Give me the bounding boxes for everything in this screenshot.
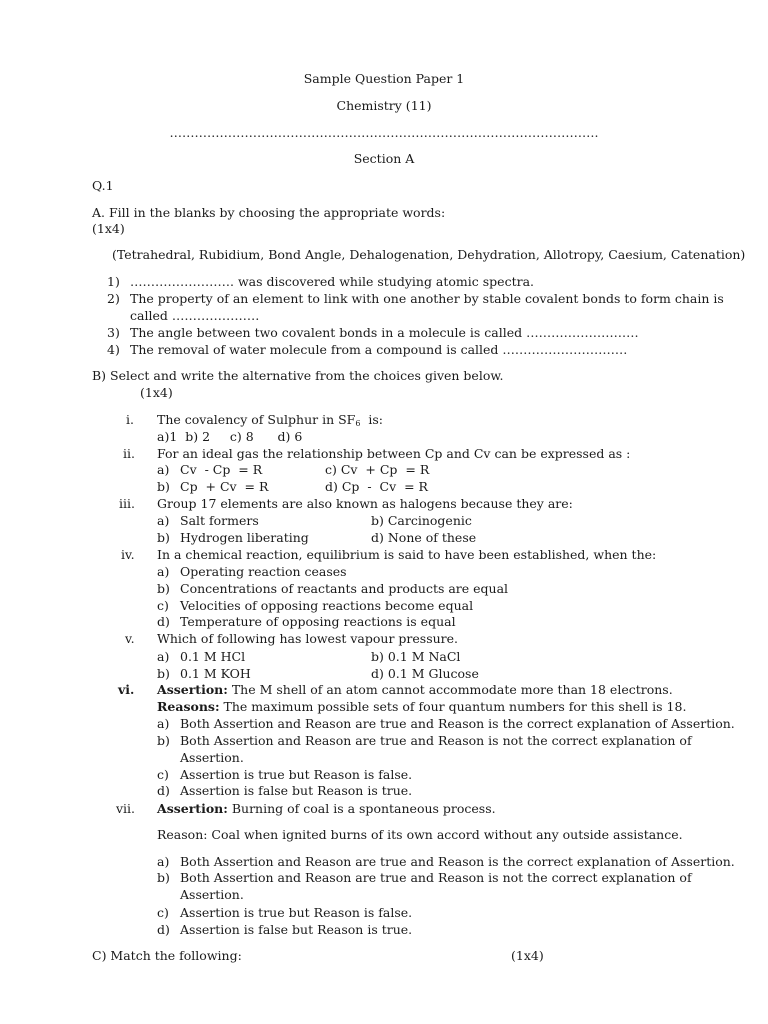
option-text: d) None of these [371,530,477,545]
option-text: Temperature of opposing reactions is equal [180,614,456,629]
reason-text: Reason: Coal when ignited burns of its own accord without any outside assistance. [157,827,683,842]
mcq-question: Which of following has lowest vapour pressure. [157,631,459,646]
subject-title: Chemistry (11) [336,98,432,113]
mcq-number: iv. [121,547,135,562]
part-c-title: C) Match the following: [92,948,242,963]
fill-blank-text-continued: called ………………… [130,308,260,323]
part-a-marks: (1x4) [92,221,125,236]
option-label: a) [157,854,170,869]
part-b-title: B) Select and write the alternative from the choices given below. [92,368,504,383]
mcq-question: For an ideal gas the relationship between Cp and Cv can be expressed as : [157,446,631,461]
mcq-number: i. [126,412,134,427]
option-text: Both Assertion and Reason are true and Reason is not the correct explanation of [180,733,692,748]
option-text: Cv - Cp = R [180,462,263,477]
option-label: a) [157,564,170,579]
option-text: b) Carcinogenic [371,513,472,528]
fill-blank-number: 3) [107,325,120,340]
option-label: b) [157,479,170,494]
option-label: c) [157,767,169,782]
option-label: b) [157,666,170,681]
option-text: Assertion is false but Reason is true. [180,922,413,937]
option-text: d) 0.1 M Glucose [371,666,479,681]
mcq-number: vi. [118,682,135,697]
option-text: 0.1 M KOH [180,666,251,681]
option-text-continued: Assertion. [180,887,244,902]
option-label: c) [157,598,169,613]
option-text: b) 0.1 M NaCl [371,649,461,664]
option-label: c) [157,905,169,920]
option-text: Assertion is true but Reason is false. [180,767,413,782]
part-c-marks: (1x4) [511,948,544,963]
fill-blank-text: The angle between two covalent bonds in a molecule is called ……………………… [130,325,639,340]
option-text: 0.1 M HCl [180,649,246,664]
option-text: c) Cv + Cp = R [325,462,430,477]
mcq-question: The covalency of Sulphur in $SF_6$ is: [157,412,383,428]
fill-blank-text: The property of an element to link with one another by stable covalent bonds to form chain is [130,291,724,306]
part-a-choices: (Tetrahedral, Rubidium, Bond Angle, Dehalogenation, Dehydration, Allotropy, Caesium, Catenation) [112,247,746,262]
option-label: b) [157,581,170,596]
option-label: a) [157,649,170,664]
option-text: d) Cp - Cv = R [325,479,428,494]
option-text: Operating reaction ceases [180,564,347,579]
fill-blank-text: ……………………. was discovered while studying atomic spectra. [130,274,534,289]
fill-blank-text: The removal of water molecule from a compound is called ………………………… [130,342,628,357]
option-text: Both Assertion and Reason are true and Reason is the correct explanation of Assertion. [180,854,735,869]
option-text: Velocities of opposing reactions become equal [180,598,474,613]
dotted-separator: …………………………………………………………………………………………. [169,125,599,140]
question-label: Q.1 [92,178,114,193]
option-label: a) [157,513,170,528]
mcq-number: vii. [116,801,136,816]
option-label: a) [157,462,170,477]
assertion-text: Assertion: Burning of coal is a spontaneous process. [157,801,496,816]
option-label: b) [157,870,170,885]
option-label: b) [157,530,170,545]
option-text-continued: Assertion. [180,750,244,765]
option-text: Hydrogen liberating [180,530,309,545]
mcq-number: v. [125,631,135,646]
fill-blank-number: 4) [107,342,120,357]
mcq-question: In a chemical reaction, equilibrium is said to have been established, when the: [157,547,657,562]
option-label: b) [157,733,170,748]
option-text: Both Assertion and Reason are true and Reason is not the correct explanation of [180,870,692,885]
mcq-number: ii. [123,446,135,461]
option-label: a) [157,716,170,731]
section-heading: Section A [353,151,415,166]
option-text: Cp + Cv = R [180,479,269,494]
part-b-marks: (1x4) [140,385,173,400]
fill-blank-number: 1) [107,274,120,289]
page-title: Sample Question Paper 1 [303,71,465,86]
option-label: d) [157,922,170,937]
option-label: d) [157,783,170,798]
part-a-title: A. Fill in the blanks by choosing the appropriate words: [92,205,446,220]
assertion-text: Assertion: The M shell of an atom cannot accommodate more than 18 electrons. [157,682,673,697]
reason-text: Reasons: The maximum possible sets of four quantum numbers for this shell is 18. [157,699,687,714]
option-label: d) [157,614,170,629]
mcq-number: iii. [119,496,135,511]
option-text: Concentrations of reactants and products are equal [180,581,509,596]
mcq-options: a)1 b) 2 c) 8 d) 6 [157,429,303,444]
option-text: Salt formers [180,513,259,528]
fill-blank-number: 2) [107,291,120,306]
mcq-question: Group 17 elements are also known as halogens because they are: [157,496,573,511]
option-text: Both Assertion and Reason are true and Reason is the correct explanation of Assertion. [180,716,735,731]
option-text: Assertion is true but Reason is false. [180,905,413,920]
option-text: Assertion is false but Reason is true. [180,783,413,798]
